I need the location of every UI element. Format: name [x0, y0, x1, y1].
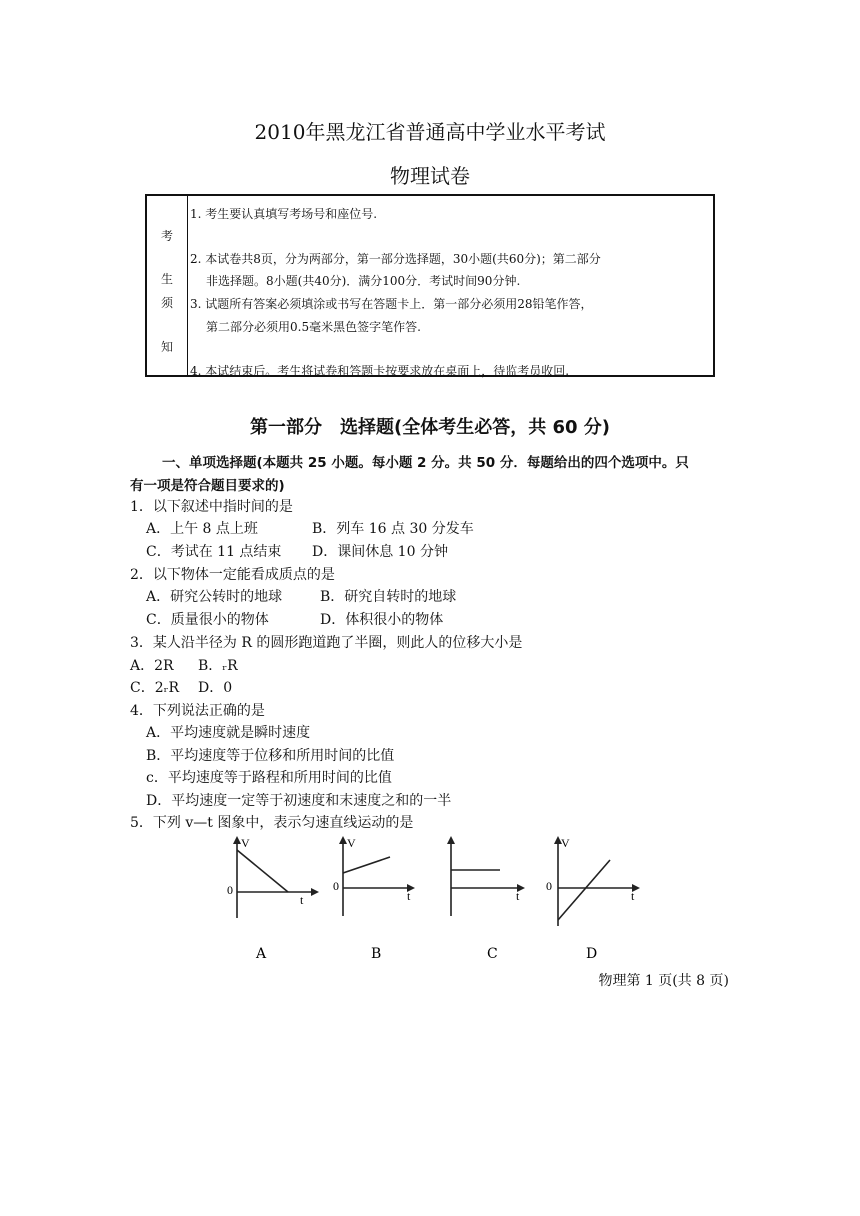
question-3-option-a: A．2R — [130, 658, 174, 674]
question-1-option-c: C．考试在 11 点结束 — [146, 544, 282, 560]
graph-option-b: B — [371, 946, 382, 962]
graph-b-line — [343, 857, 390, 873]
notice-box — [145, 194, 715, 377]
question-4-option-d: D．平均速度一定等于初速度和末速度之和的一半 — [146, 793, 452, 809]
graph-d-v-label: V — [561, 836, 570, 850]
question-1-option-b: B．列车 16 点 30 分发车 — [312, 521, 474, 537]
part1-instruction-cont: 有一项是符合题目要求的) — [130, 478, 285, 494]
question-3-option-b: B．ᵣR — [198, 658, 238, 674]
notice-line: 第二部分必须用0.5毫米黑色签字笔作答. — [206, 320, 421, 334]
graph-a-v-label: V — [241, 836, 250, 850]
graph-a-origin-label: 0 — [227, 883, 233, 897]
question-2-option-c: C．质量很小的物体 — [146, 612, 269, 628]
vt-graph-a — [237, 838, 317, 918]
question-1-option-d: D．课间休息 10 分钟 — [312, 544, 448, 560]
notice-line: 3. 试题所有答案必须填涂或书写在答题卡上．第一部分必须用28铅笔作答， — [190, 297, 593, 311]
notice-line: 1. 考生要认真填写考场号和座位号. — [190, 207, 378, 221]
graph-option-a: A — [256, 946, 267, 962]
question-4-stem: 4．下列说法正确的是 — [130, 703, 265, 719]
part1-instruction: 一、单项选择题(本题共 25 小题。每小题 2 分。共 50 分．每题给出的四个选项中。只 — [162, 455, 689, 471]
graph-b-t-label: t — [407, 889, 411, 903]
vt-graph-d — [558, 838, 638, 926]
graph-b-origin-label: 0 — [333, 879, 339, 893]
question-5-stem: 5．下列 v—t 图象中，表示匀速直线运动的是 — [130, 815, 414, 831]
question-1-stem: 1．以下叙述中指时间的是 — [130, 499, 293, 515]
graph-option-d: D — [586, 946, 598, 962]
question-2-stem: 2．以下物体一定能看成质点的是 — [130, 567, 335, 583]
vt-graph-c — [451, 838, 523, 916]
question-2-option-d: D．体积很小的物体 — [320, 612, 444, 628]
notice-label-char: 考 — [160, 229, 173, 243]
page-footer: 物理第 1 页(共 8 页) — [598, 973, 729, 989]
notice-line: 2. 本试卷共8页，分为两部分，第一部分选择题，30小题(共60分)；第二部分 — [190, 252, 601, 266]
question-1-option-a: A．上午 8 点上班 — [146, 521, 258, 537]
graph-d-t-label: t — [631, 889, 635, 903]
notice-line: 4. 本试结束后。考生将试卷和答题卡按要求放在桌面上，待监考员收回. — [190, 364, 570, 378]
question-3-option-d: D．0 — [198, 680, 233, 696]
graph-c-t-label: t — [516, 889, 520, 903]
question-2-option-a: A．研究公转时的地球 — [146, 589, 283, 605]
question-4-option-b: B．平均速度等于位移和所用时间的比值 — [146, 748, 395, 764]
notice-label-column — [147, 196, 188, 375]
graph-a-t-label: t — [300, 893, 304, 907]
graph-a-line — [237, 850, 288, 892]
notice-line: 非选择题。8小题(共40分)．满分100分．考试时间90分钟. — [206, 274, 521, 288]
part1-heading: 第一部分 选择题(全体考生必答，共 60 分) — [249, 417, 611, 438]
graph-d-line — [558, 860, 610, 920]
exam-title: 2010年黑龙江省普通高中学业水平考试 — [254, 120, 606, 144]
notice-label-char: 生 — [160, 272, 173, 286]
graph-d-origin-label: 0 — [546, 879, 552, 893]
graph-b-v-label: V — [347, 836, 356, 850]
question-3-stem: 3．某人沿半径为 R 的圆形跑道跑了半圈，则此人的位移大小是 — [130, 635, 523, 651]
question-4-option-a: A．平均速度就是瞬时速度 — [146, 725, 311, 741]
vt-graphs-figure — [0, 830, 860, 970]
graph-option-c: C — [487, 946, 498, 962]
question-2-option-b: B．研究自转时的地球 — [320, 589, 457, 605]
exam-subtitle: 物理试卷 — [390, 164, 470, 188]
notice-label-char: 知 — [160, 340, 173, 354]
notice-label-char: 须 — [160, 296, 173, 310]
question-4-option-c: c．平均速度等于路程和所用时间的比值 — [146, 770, 392, 786]
question-3-option-c: C．2ᵣR — [130, 680, 180, 696]
